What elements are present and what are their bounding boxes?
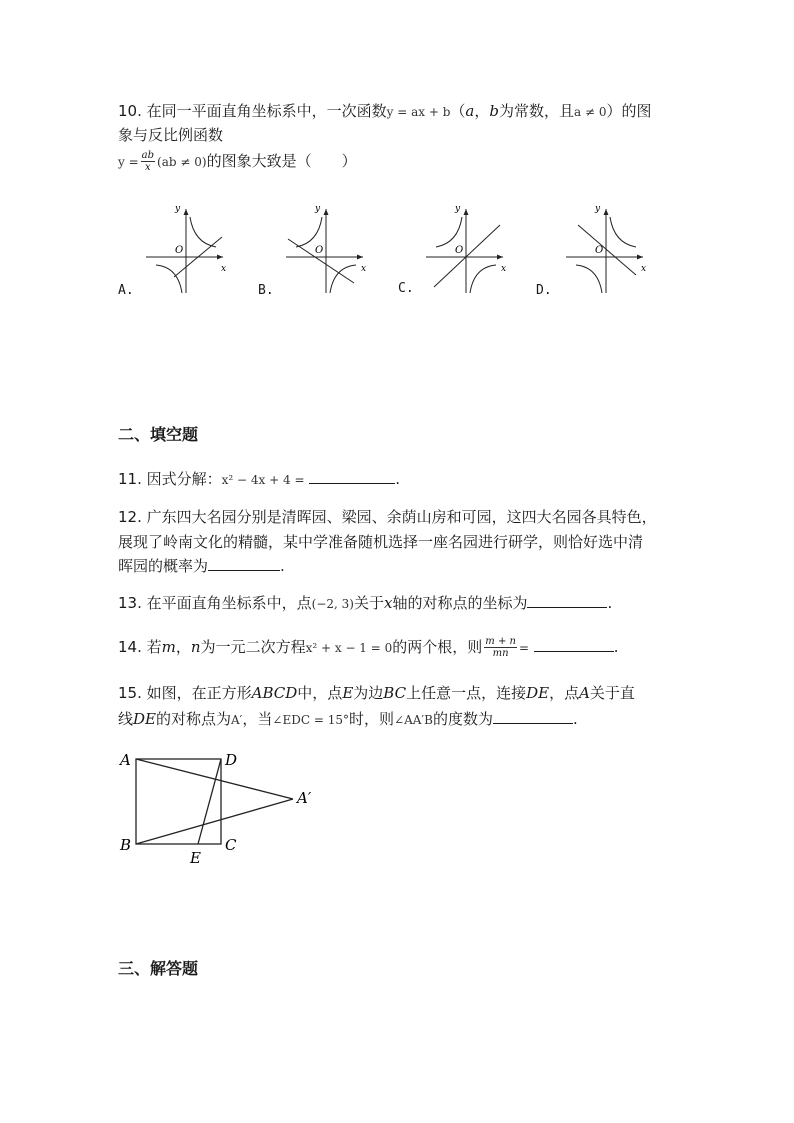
q10-number: 10.: [118, 102, 142, 120]
y-arrow-icon: [184, 209, 189, 215]
line-graph: [434, 225, 500, 287]
paren: （: [450, 102, 466, 120]
q10-line2: 象与反比例函数: [118, 126, 224, 144]
period: .: [280, 557, 285, 575]
hyperbola-branch: [296, 217, 322, 247]
frac-den: mn: [492, 648, 509, 659]
angle-edc: ∠EDC = 15°: [272, 713, 349, 727]
x-arrow-icon: [357, 255, 363, 260]
q15-text: 中，点: [297, 684, 343, 702]
option-d-label[interactable]: D.: [536, 283, 552, 298]
q13-text: 在平面直角坐标系中，点: [146, 594, 312, 612]
point-a-prime: A′: [231, 713, 243, 727]
q13-point: (−2, 3): [311, 597, 354, 611]
q14-text: 的两个根，则: [392, 638, 483, 656]
y-label: y: [315, 204, 321, 214]
q13-text: 关于: [353, 594, 384, 612]
q11-text: 因式分解：: [146, 470, 222, 488]
x-arrow-icon: [497, 255, 503, 260]
point-e: E: [342, 684, 354, 702]
x-arrow-icon: [217, 255, 223, 260]
x-arrow-icon: [637, 255, 643, 260]
point-a: A: [579, 684, 590, 702]
origin-label: O: [315, 245, 324, 256]
hyperbola-branch: [470, 265, 496, 293]
option-b-label[interactable]: B.: [258, 283, 274, 298]
origin-label: O: [595, 245, 604, 256]
origin-label: O: [455, 245, 464, 256]
y-arrow-icon: [604, 209, 609, 215]
q11-answer-blank[interactable]: [309, 482, 395, 484]
var-b: b: [489, 102, 499, 120]
x-label: x: [501, 264, 507, 274]
q15-text: 关于直: [589, 684, 635, 702]
frac-den: x: [145, 162, 151, 173]
q15-text: ，点: [549, 684, 580, 702]
option-d-graph: [566, 204, 646, 293]
segment-de: DE: [133, 710, 156, 728]
angle-aab: ∠AA′B: [394, 713, 433, 727]
y-label: y: [595, 204, 601, 214]
q13-number: 13.: [118, 594, 142, 612]
origin-label: O: [175, 245, 184, 256]
q11-expr: x² − 4x + 4 =: [221, 473, 305, 487]
option-a-label[interactable]: A.: [118, 283, 134, 298]
label-b: B: [120, 836, 132, 854]
q15-text: 如图，在正方形: [146, 684, 252, 702]
q11: [118, 468, 400, 489]
q12-line2: 展现了岭南文化的精髓，某中学准备随机选择一座名园进行研学，则恰好选中清: [118, 533, 644, 551]
option-c-label[interactable]: C.: [398, 281, 414, 296]
period: .: [572, 710, 578, 728]
comma: ，: [175, 638, 191, 656]
q15-line1: [118, 682, 635, 703]
q14-answer-blank[interactable]: [534, 650, 614, 652]
hyperbola-branch: [190, 217, 216, 247]
cond-a: a ≠ 0: [574, 105, 607, 119]
comma: ，: [474, 102, 490, 120]
q12-number: 12.: [118, 508, 142, 526]
q13-text: 轴的对称点的坐标为: [392, 594, 528, 612]
period: .: [395, 470, 401, 488]
var-n: n: [190, 638, 201, 656]
x-label: x: [641, 264, 647, 274]
square-name: ABCD: [251, 684, 298, 702]
label-e: E: [190, 849, 201, 867]
linear-function: y = ax + b: [386, 105, 451, 119]
q15-figure: [110, 745, 340, 870]
y-label: y: [175, 204, 181, 214]
segment-de: DE: [526, 684, 550, 702]
segment-b-aprime: [136, 799, 293, 844]
frac-num: m + n: [485, 636, 516, 647]
q11-number: 11.: [118, 470, 142, 488]
q10-line3: [118, 150, 357, 173]
section-2-title: 二、填空题: [118, 425, 199, 444]
q12-text-line3: 晖园的概率为: [118, 557, 209, 575]
q12-line1: [118, 506, 657, 527]
q15-text: 的对称点为: [156, 710, 232, 728]
line3-end: 的图象大致是（ ）: [206, 152, 357, 170]
q14: [118, 636, 619, 659]
func-cond: (ab ≠ 0): [157, 155, 207, 169]
q15-text: 上任意一点，连接: [406, 684, 527, 702]
y-arrow-icon: [464, 209, 469, 215]
x-label: x: [221, 264, 227, 274]
period: .: [613, 638, 619, 656]
q14-fraction: [484, 636, 517, 659]
section-3-title: 三、解答题: [118, 959, 199, 978]
q14-text: 若: [146, 638, 162, 656]
const-text: 为常数，且: [499, 102, 575, 120]
q13-axis: x: [384, 594, 393, 612]
segment-a-aprime: [136, 759, 293, 799]
option-c-graph: [426, 204, 506, 293]
frac-num: ab: [141, 150, 155, 161]
q10-text: 在同一平面直角坐标系中，一次函数: [146, 102, 387, 120]
q14-text: 为一元二次方程: [200, 638, 306, 656]
q14-number: 14.: [118, 638, 142, 656]
q15-number: 15.: [118, 684, 142, 702]
q15-text: 线: [118, 710, 134, 728]
q14-equation: x² + x − 1 = 0: [305, 641, 393, 655]
period: .: [607, 594, 613, 612]
var-a: a: [465, 102, 475, 120]
q15-text: ，当: [242, 710, 273, 728]
y-arrow-icon: [324, 209, 329, 215]
q13-answer-blank[interactable]: [527, 606, 607, 608]
side-bc: BC: [383, 684, 407, 702]
q15-text: 的度数为: [432, 710, 493, 728]
y-label: y: [455, 204, 461, 214]
hyperbola-branch: [156, 265, 182, 293]
label-d: D: [225, 751, 238, 769]
option-a-graph: [146, 204, 226, 293]
q15-text: 时，则: [349, 710, 395, 728]
q15-text: 为边: [353, 684, 384, 702]
q15-line2: [118, 708, 578, 729]
line1-end: ）的图: [606, 102, 652, 120]
q13: [118, 592, 612, 613]
q15-answer-blank[interactable]: [493, 722, 573, 724]
func-y: y =: [118, 155, 139, 169]
func-fraction: [141, 150, 155, 173]
x-label: x: [361, 264, 367, 274]
q10-line1: [118, 100, 652, 121]
hyperbola-branch: [610, 217, 636, 247]
option-b-graph: [286, 204, 366, 293]
segment-de: [198, 759, 221, 844]
q12-answer-blank[interactable]: [208, 569, 280, 571]
q12-text-line1: 广东四大名园分别是清晖园、梁园、余荫山房和可园，这四大名园各具特色，: [146, 508, 657, 526]
label-a: A: [120, 751, 131, 769]
equals: =: [518, 641, 530, 655]
hyperbola-branch: [436, 217, 462, 247]
label-a-prime: A′: [297, 789, 312, 807]
var-m: m: [161, 638, 176, 656]
label-c: C: [225, 836, 237, 854]
q12-line3: [118, 555, 285, 576]
hyperbola-branch: [576, 265, 602, 293]
